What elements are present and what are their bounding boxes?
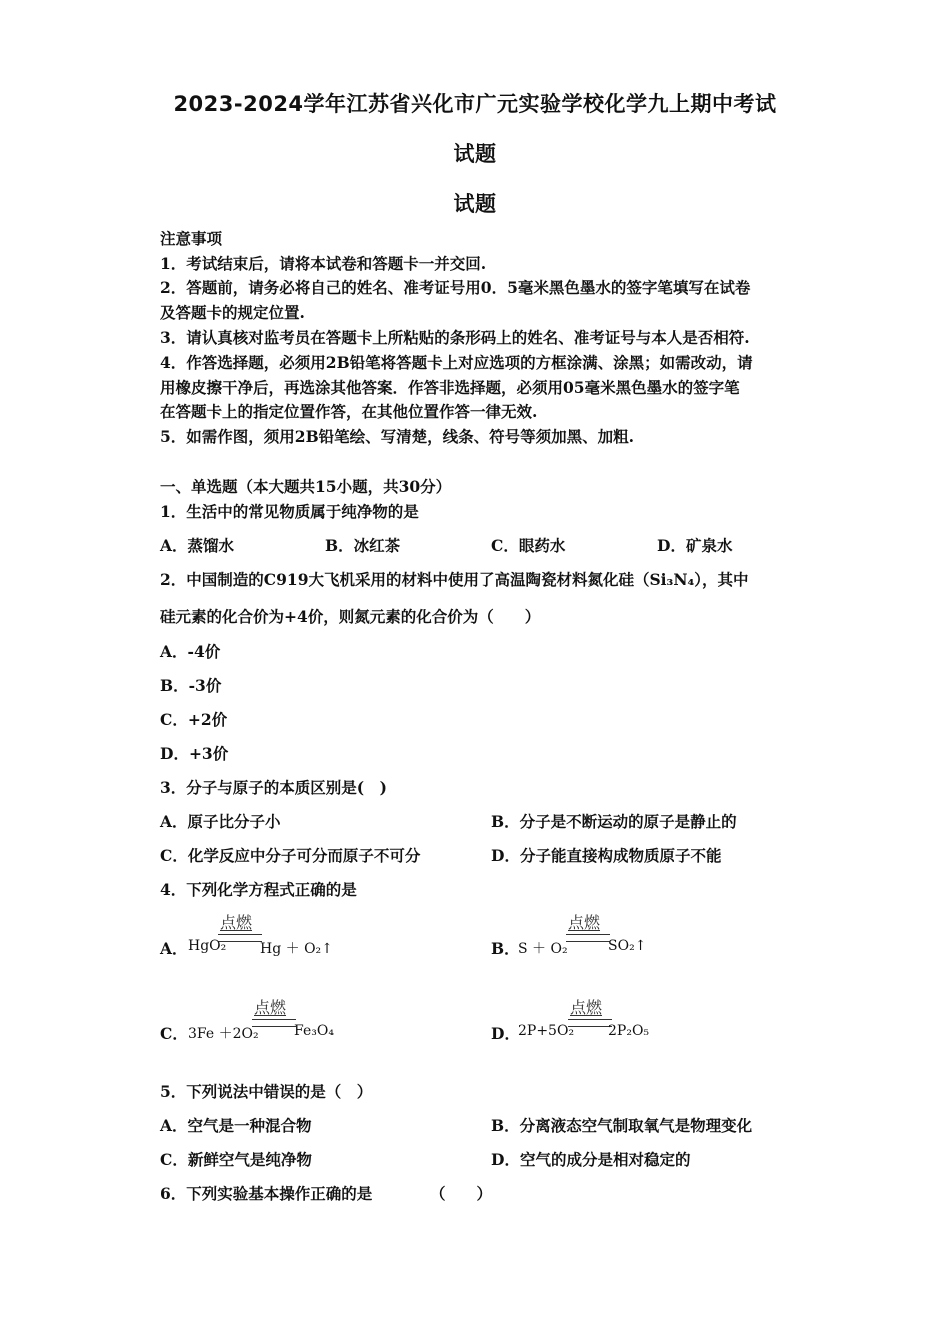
question-6-stem: 6．下列实验基本操作正确的是 (160, 1184, 373, 1203)
question-2-option-d: D．+3价 (160, 744, 229, 763)
question-4-option-b-label: B． (491, 939, 520, 958)
question-2-option-c: C．+2价 (160, 710, 228, 729)
equals-sign (566, 934, 610, 942)
reaction-condition: 点燃 (568, 913, 601, 932)
question-2-stem-continued: 硅元素的化合价为+4价，则氮元素的化合价为（ ） (160, 607, 541, 626)
question-4-stem: 4．下列化学方程式正确的是 (160, 880, 357, 899)
section-heading: 一、单选题（本大题共15小题，共30分） (160, 477, 452, 496)
question-1-stem: 1．生活中的常见物质属于纯净物的是 (160, 502, 419, 521)
question-5-option-b: B．分离液态空气制取氧气是物理变化 (491, 1116, 753, 1135)
reaction-condition: 点燃 (570, 998, 603, 1017)
equals-sign (252, 1019, 296, 1027)
notice-item: 在答题卡上的指定位置作答，在其他位置作答一律无效. (160, 402, 538, 421)
question-3-option-d: D．分子能直接构成物质原子不能 (491, 846, 722, 865)
question-2-option-a: A．-4价 (160, 642, 221, 661)
exam-subtitle: 试题 (453, 192, 497, 216)
question-4-option-c-label: C． (160, 1024, 188, 1043)
question-3-option-b: B．分子是不断运动的原子是静止的 (491, 812, 737, 831)
question-4-option-b-reactant: S ＋ O₂ (518, 941, 568, 957)
reaction-condition: 点燃 (254, 998, 287, 1017)
question-3-stem: 3．分子与原子的本质区别是( ) (160, 778, 387, 797)
notice-item: 2．答题前，请务必将自己的姓名、准考证号用0．5毫米黑色墨水的签字笔填写在试卷 (160, 278, 751, 297)
question-4-option-c-product: Fe₃O₄ (294, 1023, 334, 1039)
question-4-option-d-label: D． (491, 1024, 520, 1043)
question-1-option-a: A．蒸馏水 (160, 536, 235, 555)
question-4-option-b-product: SO₂↑ (608, 938, 647, 954)
question-5-option-a: A．空气是一种混合物 (160, 1116, 312, 1135)
question-1-option-b: B．冰红茶 (325, 536, 401, 555)
question-2-stem: 2．中国制造的C919大飞机采用的材料中使用了高温陶瓷材料氮化硅（Si₃N₄），其中 (160, 570, 749, 589)
exam-title: 2023-2024学年江苏省兴化市广元实验学校化学九上期中考试 (173, 92, 777, 116)
question-6-answer-blank: （ ） (430, 1184, 493, 1203)
notice-item: 及答题卡的规定位置. (160, 303, 305, 322)
notice-item: 3．请认真核对监考员在答题卡上所粘贴的条形码上的姓名、准考证号与本人是否相符. (160, 328, 750, 347)
question-5-option-c: C．新鲜空气是纯净物 (160, 1150, 312, 1169)
question-4-option-a-reactant: HgO₂ (188, 938, 227, 954)
question-4-option-a-label: A． (160, 939, 188, 958)
notice-item: 5．如需作图，须用2B铅笔绘、写清楚，线条、符号等须加黑、加粗. (160, 427, 635, 446)
question-5-stem: 5．下列说法中错误的是（ ） (160, 1082, 373, 1101)
question-2-option-b: B．-3价 (160, 676, 222, 695)
question-4-option-a-product: Hg ＋ O₂↑ (260, 941, 333, 957)
notice-heading: 注意事项 (160, 229, 223, 248)
notice-item: 1．考试结束后，请将本试卷和答题卡一并交回. (160, 254, 487, 273)
question-5-option-d: D．空气的成分是相对稳定的 (491, 1150, 691, 1169)
question-3-option-c: C．化学反应中分子可分而原子不可分 (160, 846, 421, 865)
question-1-option-c: C．眼药水 (491, 536, 566, 555)
exam-title-continued: 试题 (453, 142, 497, 166)
question-3-option-a: A．原子比分子小 (160, 812, 281, 831)
question-4-option-d-product: 2P₂O₅ (608, 1023, 650, 1039)
equals-sign (568, 1019, 612, 1027)
question-4-option-d-reactant: 2P+5O₂ (518, 1023, 575, 1039)
question-1-option-d: D．矿泉水 (657, 536, 733, 555)
notice-item: 4．作答选择题，必须用2B铅笔将答题卡上对应选项的方框涂满、涂黑；如需改动，请 (160, 353, 753, 372)
question-4-option-c-reactant: 3Fe ＋2O₂ (188, 1026, 259, 1042)
reaction-condition: 点燃 (220, 913, 253, 932)
notice-item: 用橡皮擦干净后，再选涂其他答案．作答非选择题，必须用05毫米黑色墨水的签字笔 (160, 378, 740, 397)
